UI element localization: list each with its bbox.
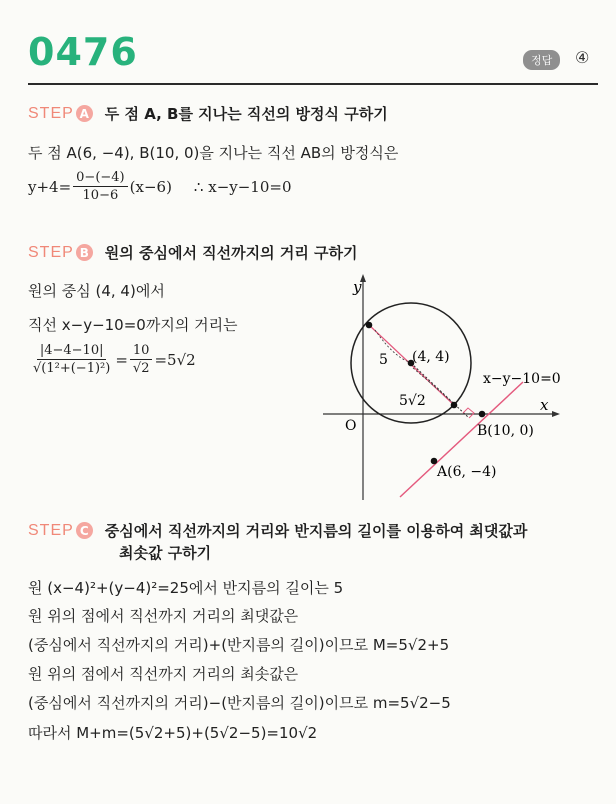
step-a-title: 두 점 A, B를 지나는 직선의 방정식 구하기 (104, 105, 388, 123)
step-badge-a: A (76, 105, 93, 122)
eq-lhs: y+4= (28, 177, 72, 196)
answer-label-badge: 정답 (523, 50, 560, 70)
y-axis-label: y (353, 278, 362, 296)
step-b-text-2: 직선 x−y−10=0까지의 거리는 (28, 316, 238, 334)
step-b-heading (28, 242, 358, 263)
step-a-heading (28, 103, 388, 124)
step-c-line-1: 원 (x−4)²+(y−4)²=25에서 반지름의 길이는 5 (28, 579, 344, 597)
simplified-numerator: 10 (130, 343, 153, 360)
distance-equation (28, 343, 196, 376)
point-a-label: A(6, −4) (437, 464, 497, 480)
simplified-fraction (130, 343, 153, 376)
step-badge-b: B (76, 244, 93, 261)
slope-denominator: 10−6 (82, 188, 119, 203)
eq-therefore: ∴ x−y−10=0 (193, 177, 292, 196)
simplified-denominator: √2 (132, 361, 150, 376)
step-b-text-1: 원의 중심 (4, 4)에서 (28, 282, 165, 300)
eq-sign: = (115, 350, 128, 369)
slope-fraction (73, 170, 127, 203)
slope-numerator: 0−(−4) (73, 170, 127, 187)
point-b-label: B(10, 0) (477, 423, 534, 439)
step-a-text: 두 점 A(6, −4), B(10, 0)을 지나는 직선 AB의 방정식은 (28, 144, 399, 162)
step-word: STEP (28, 104, 74, 122)
distance-denominator: √(1²+(−1)²) (33, 361, 111, 376)
header-rule (28, 83, 598, 85)
distance-result: =5√2 (154, 350, 196, 369)
center-to-line-dotted (411, 363, 469, 418)
step-c-line-6: 따라서 M+m=(5√2+5)+(5√2−5)=10√2 (28, 724, 318, 742)
circle-line-diagram (315, 272, 605, 507)
step-c-title-1: 중심에서 직선까지의 거리와 반지름의 길이를 이용하여 최댓값과 (104, 522, 528, 540)
near-point-dot (451, 402, 458, 409)
step-badge-c: C (76, 522, 93, 539)
radius-label: 5 (379, 352, 388, 368)
step-word: STEP (28, 521, 74, 539)
distance-numerator: |4−4−10| (37, 343, 107, 360)
step-c-line-5: (중심에서 직선까지의 거리)−(반지름의 길이)이므로 m=5√2−5 (28, 694, 451, 712)
step-b-title: 원의 중심에서 직선까지의 거리 구하기 (104, 244, 358, 262)
distance-label: 5√2 (399, 393, 426, 409)
step-c-title-2: 최솟값 구하기 (119, 544, 212, 562)
step-c-heading (28, 520, 527, 541)
step-c-line-3: (중심에서 직선까지의 거리)+(반지름의 길이)이므로 M=5√2+5 (28, 636, 450, 654)
tangent-point-dot (366, 322, 373, 329)
step-c-line-2: 원 위의 점에서 직선까지 거리의 최댓값은 (28, 607, 299, 625)
distance-fraction (30, 343, 113, 376)
answer-value: ④ (575, 48, 590, 67)
x-axis-label: x (540, 396, 549, 414)
x-axis-arrow-icon (552, 411, 560, 417)
right-angle-marker (463, 408, 474, 418)
line-equation-label: x−y−10=0 (483, 371, 561, 387)
origin-label: O (345, 418, 357, 434)
problem-number: 0476 (28, 30, 138, 74)
point-b-dot (479, 411, 486, 418)
eq-rhs: (x−6) (129, 177, 172, 196)
step-c-line-4: 원 위의 점에서 직선까지 거리의 최솟값은 (28, 665, 299, 683)
center-label: (4, 4) (412, 349, 450, 365)
step-a-equation (28, 170, 292, 203)
step-word: STEP (28, 243, 74, 261)
